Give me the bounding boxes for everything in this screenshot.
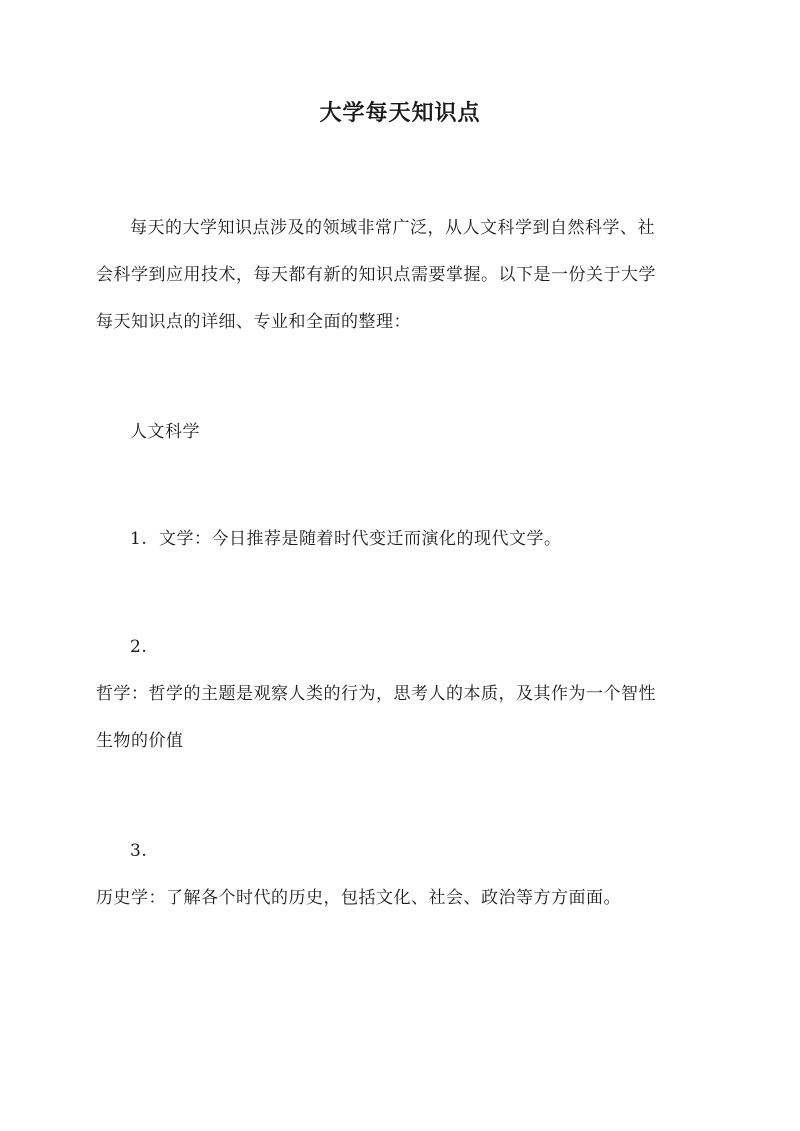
item-text-line: 历史学：了解各个时代的历史，包括文化、社会、政治等方方面面。 xyxy=(96,888,621,908)
page-title: 大学每天知识点 xyxy=(319,100,481,126)
intro-line: 会科学到应用技术，每天都有新的知识点需要掌握。以下是一份关于大学 xyxy=(96,265,656,285)
item-number: 2. xyxy=(130,637,148,657)
item-number: 3. xyxy=(130,841,148,861)
list-item-3 xyxy=(96,828,704,922)
intro-line: 每天的大学知识点涉及的领域非常广泛，从人文科学到自然科学、社 xyxy=(130,218,655,238)
list-item-1 xyxy=(96,516,704,563)
section-heading: 人文科学 xyxy=(130,422,200,442)
item-text: 文学：今日推荐是随着时代变迁而演化的现代文学。 xyxy=(159,529,562,549)
item-text-line: 哲学：哲学的主题是观察人类的行为，思考人的本质，及其作为一个智性 xyxy=(96,684,656,704)
list-item-2 xyxy=(96,624,704,765)
item-text-line: 生物的价值 xyxy=(96,731,184,751)
intro-line: 每天知识点的详细、专业和全面的整理： xyxy=(96,312,411,332)
item-number: 1. xyxy=(130,529,148,549)
intro-paragraph xyxy=(96,205,704,346)
